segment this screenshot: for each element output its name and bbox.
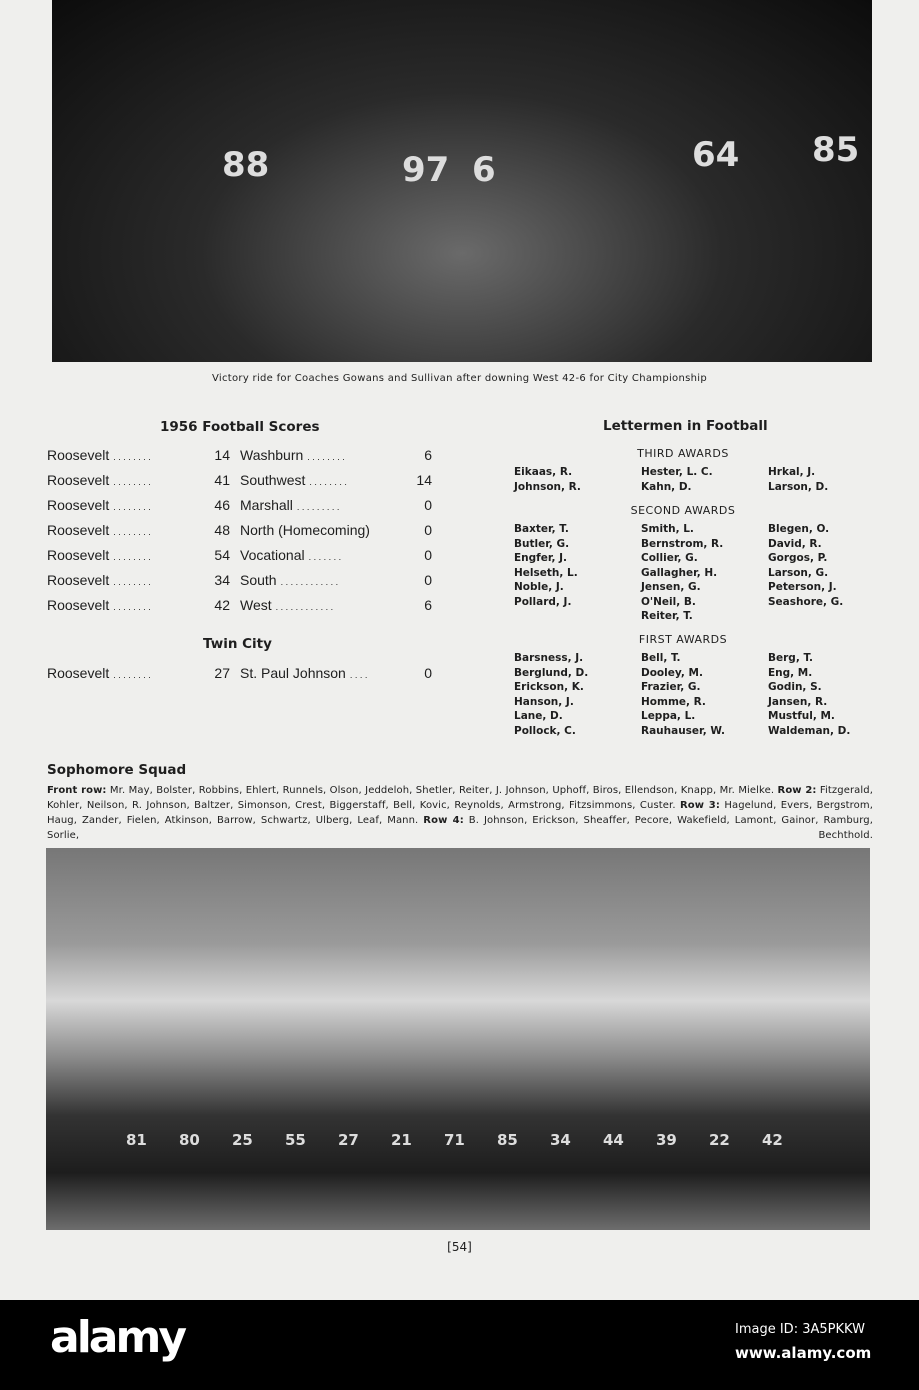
jersey-number: 44	[603, 1131, 624, 1149]
team: Roosevelt	[47, 665, 110, 681]
letterman-name: Homme, R.	[641, 695, 706, 708]
dots: . . . . . . . . . . . .	[275, 602, 334, 612]
opponent: South	[240, 572, 277, 588]
score: 34	[214, 572, 230, 588]
dots: . . . . . . . .	[113, 527, 151, 537]
jersey-number: 25	[232, 1131, 253, 1149]
letterman-name: Helseth, L.	[514, 566, 578, 579]
letterman-name: Berg, T.	[768, 652, 814, 664]
score-row	[47, 572, 432, 592]
opponent-score: 14	[416, 472, 432, 488]
jersey-number: 71	[444, 1131, 465, 1149]
row-names: Mr. May, Bolster, Robbins, Ehlert, Runnels, Olson, Jeddeloh, Shetler, Reiter, J. Johnson, Uphoff, Biros, Ellendson, Knapp, Mr. Mielke.	[109, 785, 775, 796]
jersey-number: 85	[497, 1131, 518, 1149]
roosevelt-side	[47, 472, 230, 492]
letterman-name: Jansen, R.	[768, 695, 828, 708]
sophomore-roster	[47, 783, 873, 843]
jersey-number: 39	[656, 1131, 677, 1149]
alamy-logo: alamy	[50, 1312, 184, 1363]
dots: . . . . . . . .	[113, 477, 151, 487]
score: 14	[214, 447, 230, 463]
letterman-name: Dooley, M.	[641, 666, 703, 679]
letterman-name: Gallagher, H.	[641, 566, 718, 579]
opponent-side	[240, 522, 432, 542]
letterman-name: Kahn, D.	[641, 480, 692, 493]
opponent-score: 0	[424, 547, 432, 563]
letterman-name: Pollard, J.	[514, 595, 572, 608]
row-label: Row 4:	[423, 815, 464, 826]
opponent-side	[240, 665, 432, 685]
letterman-name: Frazier, G.	[641, 681, 701, 693]
letterman-name: Seashore, G.	[768, 595, 844, 608]
jersey-number: 6	[472, 150, 496, 190]
letterman-name: Leppa, L.	[641, 710, 696, 722]
row-names: B. Johnson, Erickson, Sheaffer, Pecore, Wakefield, Lamont, Gainor, Ramburg, Sorlie, Bechthold.	[47, 815, 874, 841]
letterman-name: Hrkal, J.	[768, 466, 816, 478]
sophomore-squad-photo	[46, 848, 870, 1230]
dots: . . . .	[349, 670, 368, 680]
letterman-name: Bernstrom, R.	[641, 537, 724, 550]
score: 42	[214, 597, 230, 613]
letterman-name: David, R.	[768, 537, 822, 550]
letterman-name: Peterson, J.	[768, 581, 837, 593]
score-row	[47, 597, 432, 617]
opponent: Southwest	[240, 472, 306, 488]
letterman-name: Eikaas, R.	[514, 466, 573, 478]
team: Roosevelt	[47, 572, 110, 588]
letterman-name: Collier, G.	[641, 552, 698, 564]
letterman-name: Lane, D.	[514, 710, 563, 722]
team: Roosevelt	[47, 472, 110, 488]
jersey-number: 27	[338, 1131, 359, 1149]
jersey-number: 22	[709, 1131, 730, 1149]
letterman-name: Mustful, M.	[768, 710, 835, 722]
score: 54	[214, 547, 230, 563]
jersey-number: 42	[762, 1131, 783, 1149]
team: Roosevelt	[47, 597, 110, 613]
opponent-side	[240, 597, 432, 617]
letterman-name: O'Neil, B.	[641, 595, 696, 608]
letterman-name: Larson, D.	[768, 480, 829, 493]
opponent-side	[240, 547, 432, 567]
dots: . . . . . . . .	[309, 477, 347, 487]
award-heading: FIRST AWARDS	[638, 633, 728, 646]
letterman-name: Johnson, R.	[514, 480, 581, 493]
twin-city-title: Twin City	[203, 636, 272, 652]
jersey-number: 21	[391, 1131, 412, 1149]
jersey-number: 88	[222, 145, 270, 185]
score: 46	[214, 497, 230, 513]
jersey-number: 80	[179, 1131, 200, 1149]
opponent: Vocational	[240, 547, 305, 563]
letterman-name: Larson, G.	[768, 566, 829, 579]
roosevelt-side	[47, 547, 230, 567]
opponent: West	[240, 597, 272, 613]
opponent-side	[240, 472, 432, 492]
alamy-url: www.alamy.com	[735, 1344, 872, 1362]
score-row	[47, 522, 432, 542]
letterman-name: Berglund, D.	[514, 666, 589, 679]
letterman-name: Pollock, C.	[514, 724, 576, 737]
award-heading: SECOND AWARDS	[630, 504, 736, 517]
dots: . . . . . . . .	[113, 452, 151, 462]
opponent-side	[240, 572, 432, 592]
team: Roosevelt	[47, 522, 110, 538]
scores-title: 1956 Football Scores	[160, 419, 320, 435]
sophomore-title: Sophomore Squad	[47, 762, 187, 778]
team: Roosevelt	[47, 547, 110, 563]
letterman-name: Gorgos, P.	[768, 552, 828, 564]
letterman-name: Engfer, J.	[514, 552, 568, 564]
row-names: Hagelund, Evers, Bergstrom, Haug, Zander, Fielen, Atkinson, Barrow, Schwartz, Ulberg, Leaf, Mann.	[47, 800, 873, 826]
page-number: [54]	[447, 1240, 472, 1254]
dots: . . . . . . . .	[113, 670, 151, 680]
row-label: Row 2:	[777, 785, 817, 796]
letterman-name: Smith, L.	[641, 523, 694, 535]
roosevelt-side	[47, 665, 230, 685]
row-names: Fitzgerald, Kohler, Neilson, R. Johnson, Baltzer, Simonson, Crest, Biggerstaff, Bell, Kovic, Reynolds, Armstrong, Fitzsimmons, Custer.	[47, 785, 873, 811]
team: Roosevelt	[47, 447, 110, 463]
image-id: Image ID: 3A5PKKW	[735, 1322, 865, 1337]
letterman-name: Reiter, T.	[641, 610, 693, 622]
roosevelt-side	[47, 572, 230, 592]
letterman-name: Eng, M.	[768, 666, 813, 679]
dots: . . . . . . . .	[113, 602, 151, 612]
jersey-number: 97	[402, 150, 450, 190]
score: 27	[214, 665, 230, 681]
opponent-score: 0	[424, 665, 432, 681]
dots: . . . . . . . .	[307, 452, 345, 462]
opponent: St. Paul Johnson	[240, 665, 346, 681]
jersey-number: 34	[550, 1131, 571, 1149]
jersey-number: 55	[285, 1131, 306, 1149]
roosevelt-side	[47, 597, 230, 617]
score: 41	[214, 472, 230, 488]
opponent-score: 0	[424, 522, 432, 538]
letterman-name: Barsness, J.	[514, 652, 584, 664]
dots: . . . . . . . .	[113, 577, 151, 587]
opponent: Washburn	[240, 447, 304, 463]
roosevelt-side	[47, 447, 230, 467]
dots: . . . . . . . . .	[296, 502, 340, 512]
opponent-score: 6	[424, 597, 432, 613]
watermark-footer	[0, 1300, 919, 1390]
letterman-name: Rauhauser, W.	[641, 724, 726, 737]
jersey-number: 64	[692, 135, 740, 175]
dots: . . . . . . .	[308, 552, 342, 562]
score-row	[47, 497, 432, 517]
score-row	[47, 472, 432, 492]
opponent-side	[240, 497, 432, 517]
letterman-name: Jensen, G.	[641, 581, 701, 593]
dots: . . . . . . . .	[113, 552, 151, 562]
letterman-name: Hanson, J.	[514, 695, 574, 708]
dots: . . . . . . . .	[113, 502, 151, 512]
opponent: Marshall	[240, 497, 293, 513]
letterman-name: Hester, L. C.	[641, 466, 713, 478]
opponent-side	[240, 447, 432, 467]
jersey-number: 85	[812, 130, 860, 170]
dots: . . . . . . . . . . . .	[280, 577, 339, 587]
score: 48	[214, 522, 230, 538]
row-label: Row 3:	[680, 800, 720, 811]
letterman-name: Waldeman, D.	[768, 724, 851, 737]
letterman-name: Baxter, T.	[514, 523, 569, 535]
photo-caption: Victory ride for Coaches Gowans and Sullivan after downing West 42-6 for City Championship	[212, 373, 707, 384]
row-label: Front row:	[47, 785, 107, 796]
letterman-name: Erickson, K.	[514, 681, 584, 693]
letterman-name: Godin, S.	[768, 681, 822, 693]
roosevelt-side	[47, 497, 230, 517]
score-row	[47, 447, 432, 467]
opponent-score: 0	[424, 572, 432, 588]
letterman-name: Blegen, O.	[768, 523, 830, 535]
team: Roosevelt	[47, 497, 110, 513]
roosevelt-side	[47, 522, 230, 542]
letterman-name: Noble, J.	[514, 581, 564, 593]
victory-ride-photo	[52, 0, 872, 362]
letterman-name: Butler, G.	[514, 537, 570, 550]
opponent-score: 6	[424, 447, 432, 463]
opponent: North (Homecoming)	[240, 522, 370, 538]
score-row	[47, 547, 432, 567]
letterman-name: Bell, T.	[641, 652, 681, 664]
jersey-number: 81	[126, 1131, 147, 1149]
award-heading: THIRD AWARDS	[637, 447, 729, 460]
score-row	[47, 665, 432, 685]
lettermen-title: Lettermen in Football	[603, 418, 768, 434]
opponent-score: 0	[424, 497, 432, 513]
